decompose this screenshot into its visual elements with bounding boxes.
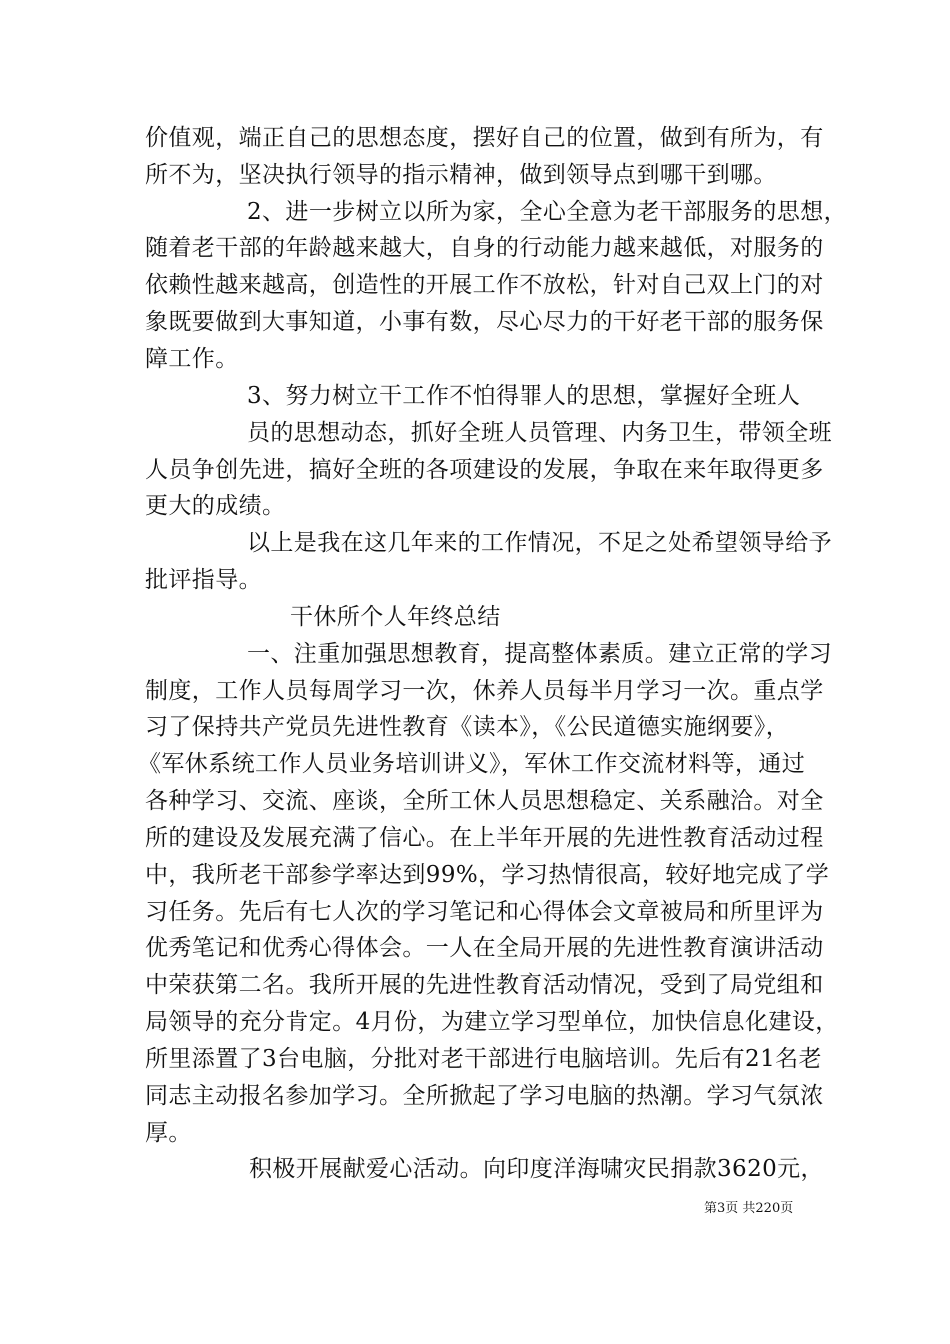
- text-line: 依赖性越来越高，创造性的开展工作不放松，针对自己双上门的对: [145, 272, 824, 298]
- text-line: 所的建设及发展充满了信心。在上半年开展的先进性教育活动过程: [145, 825, 824, 851]
- text-line: 各种学习、交流、座谈，全所工休人员思想稳定、关系融洽。对全: [145, 788, 824, 814]
- text-line: 中荣获第二名。我所开展的先进性教育活动情况，受到了局党组和: [145, 972, 824, 998]
- text-line: 员的思想动态，抓好全班人员管理、内务卫生，带领全班: [247, 420, 832, 446]
- text-line: 优秀笔记和优秀心得体会。一人在全局开展的先进性教育演讲活动: [145, 935, 824, 961]
- text-line: 价值观，端正自己的思想态度，摆好自己的位置，做到有所为，有: [145, 125, 824, 151]
- text-line: 一、注重加强思想教育，提高整体素质。建立正常的学习: [247, 641, 832, 667]
- text-line: 人员争创先进，搞好全班的各项建设的发展，争取在来年取得更多: [145, 457, 824, 483]
- section-title: 干休所个人年终总结: [290, 604, 501, 630]
- text-line: 习了保持共产党员先进性教育《读本》，《公民道德实施纲要》，: [145, 714, 790, 740]
- text-line: 《军休系统工作人员业务培训讲义》，军休工作交流材料等，通过: [138, 751, 806, 777]
- text-line: 局领导的充分肯定。4月份，为建立学习型单位，加快信息化建设，: [145, 1009, 839, 1035]
- text-line: 厚。: [145, 1120, 192, 1146]
- text-line: 3、努力树立干工作不怕得罪人的思想，掌握好全班人: [247, 383, 801, 409]
- text-line: 所不为，坚决执行领导的指示精神，做到领导点到哪干到哪。: [145, 162, 777, 188]
- page-number-footer: 第3页 共220页: [704, 1201, 794, 1216]
- text-line: 象既要做到大事知道，小事有数，尽心尽力的干好老干部的服务保: [145, 309, 824, 335]
- text-line: 中，我所老干部参学率达到99%，学习热情很高，较好地完成了学: [145, 862, 830, 888]
- text-line: 2、进一步树立以所为家，全心全意为老干部服务的思想，: [247, 199, 848, 225]
- text-line: 习任务。先后有七人次的学习笔记和心得体会文章被局和所里评为: [145, 899, 824, 925]
- text-line: 随着老干部的年龄越来越大，自身的行动能力越来越低，对服务的: [145, 235, 824, 261]
- text-line: 批评指导。: [145, 567, 262, 593]
- text-line: 所里添置了3台电脑，分批对老干部进行电脑培训。先后有21名老: [145, 1046, 822, 1072]
- text-line: 积极开展献爱心活动。向印度洋海啸灾民捐款3620元，: [249, 1156, 824, 1182]
- text-line: 障工作。: [145, 346, 239, 372]
- text-line: 以上是我在这几年来的工作情况，不足之处希望领导给予: [247, 530, 832, 556]
- text-line: 更大的成绩。: [145, 493, 286, 519]
- text-line: 制度，工作人员每周学习一次，休养人员每半月学习一次。重点学: [145, 678, 824, 704]
- text-line: 同志主动报名参加学习。全所掀起了学习电脑的热潮。学习气氛浓: [145, 1083, 824, 1109]
